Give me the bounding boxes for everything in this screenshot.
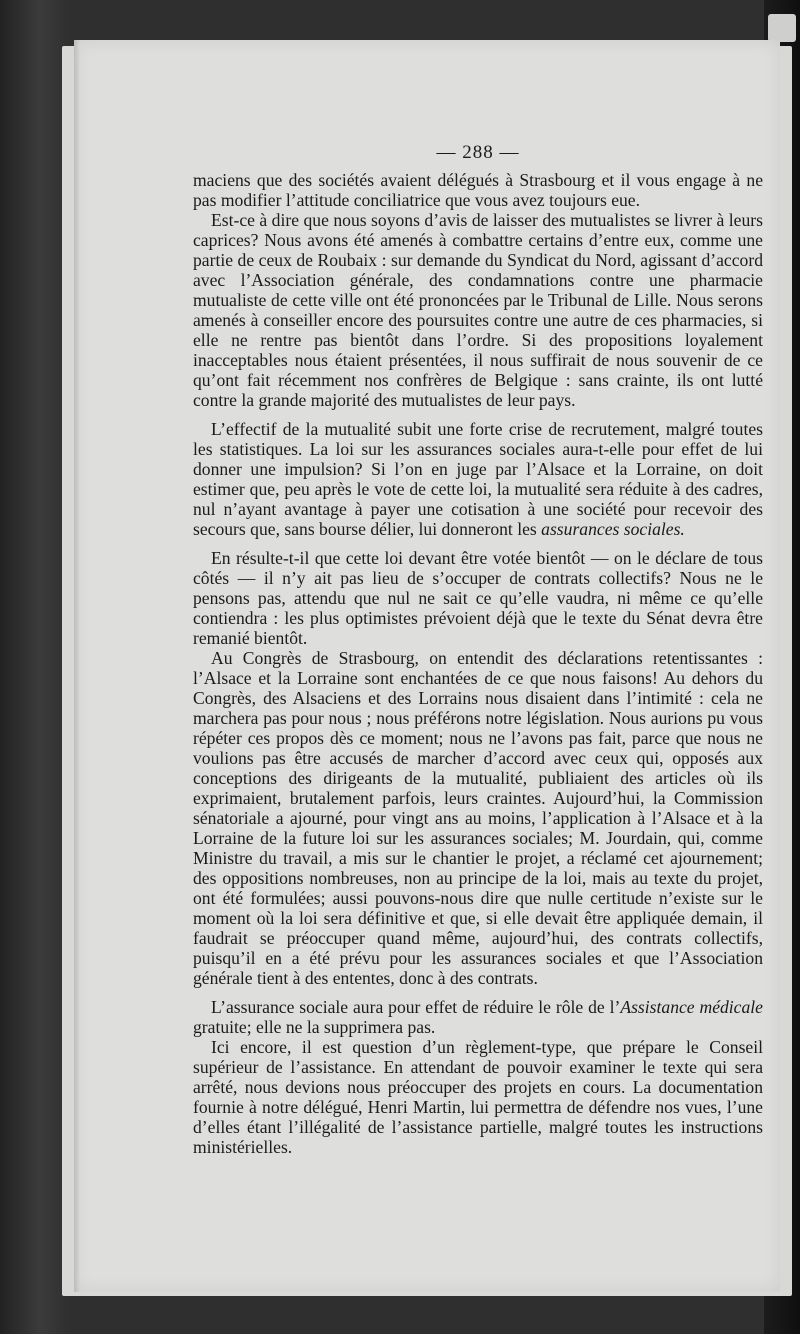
- paragraph-text-end: gratuite; elle ne la supprimera pas.: [193, 1017, 436, 1037]
- paragraph-text: L’effectif de la mutualité subit une forte crise de recrutement, malgré toutes les statistiques. La loi sur les assurances sociales aura-t-elle pour effet de lui donner une impulsion? Si l’on en juge par l’Alsace et la Lorraine, on doit estimer que, peu après le vote de cette loi, la mutualité sera réduite à des cadres, nul n’ayant avantage à payer une cotisation à une société pour recevoir des secours que, sans bourse délier, lui donneront les: [193, 419, 763, 539]
- paragraph: [193, 548, 763, 648]
- paragraph: [193, 210, 763, 410]
- italic-text: Assistance médicale: [620, 997, 763, 1017]
- paragraph-list: [193, 170, 763, 1157]
- paragraph: [193, 1037, 763, 1157]
- paragraph-text: Au Congrès de Strasbourg, on entendit des déclarations retentissantes : l’Alsace et la Lorraine sont enchantées de ce que nous faisons! Au dehors du Congrès, des Alsaciens et des Lorrains nous disaient dans l’intimité : cela ne marchera pas pour nous ; nous préférons notre législation. Nous aurions pu vous répéter ces propos dès ce moment; nous ne l’avons pas fait, parce que nous ne voulions pas être accusés de marcher d’accord avec ceux qui, opposés aux conceptions des dirigeants de la mutualité, publiaient des articles où ils exprimaient, brutalement parfois, leurs craintes. Aujourd’hui, la Commission sénatoriale a ajourné, pour vingt ans au moins, l’application à l’Alsace et à la Lorraine de la future loi sur les assurances sociales; M. Jourdain, qui, comme Ministre du travail, a mis sur le chantier le projet, a réclamé cet ajournement; des oppositions nombreuses, non au principe de la loi, mais au texte du projet, ont été formulées; aussi pouvons-nous dire que nulle certitude n’existe sur le moment où la loi sera définitive et que, si elle devait être appliquée demain, il faudrait se préoccuper quand même, aujourd’hui, des contrats collectifs, puisqu’il en a été prévu pour les assurances sociales et que l’Association générale tient à des ententes, donc à des contrats.: [193, 648, 763, 988]
- paragraph-text: L’assurance sociale aura pour effet de réduire le rôle de l’: [211, 997, 621, 1017]
- paragraph: [193, 997, 763, 1037]
- page-number: — 288 —: [436, 142, 520, 163]
- paragraph: [193, 648, 763, 988]
- paragraph: [193, 419, 763, 539]
- paragraph-text: maciens que des sociétés avaient délégués à Strasbourg et il vous engage à ne pas modifier l’attitude conciliatrice que vous avez toujours eue.: [193, 170, 763, 210]
- page-corner-tab: [768, 14, 796, 42]
- page-fold: [74, 40, 80, 1292]
- paragraph-text: En résulte-t-il que cette loi devant être votée bientôt — on le déclare de tous côtés — il n’y ait pas lieu de s’occuper de contrats collectifs? Nous ne le pensons pas, attendu que nul ne sait ce qu’elle vaudra, ni même ce qu’elle contiendra : les plus optimistes prévoient déjà que le texte du Sénat devra être remanié bientôt.: [193, 548, 763, 648]
- paragraph-text: Est-ce à dire que nous soyons d’avis de laisser des mutualistes se livrer à leurs caprices? Nous avons été amenés à combattre certains d’entre eux, comme une partie de ceux de Roubaix : sur demande du Syndicat du Nord, agissant d’accord avec l’Association générale, des condamnations contre une pharmacie mutualiste de cette ville ont été prononcées par le Tribunal de Lille. Nous serons amenés à conseiller encore des poursuites contre une autre de ces pharmacies, si elle ne rentre pas bientôt dans l’ordre. Si des propositions loyalement inacceptables nous étaient présentées, il nous suffirait de nous souvenir de ce qu’ont fait récemment nos confrères de Belgique : sans crainte, ils ont lutté contre la grande majorité des mutualistes de leur pays.: [193, 210, 763, 410]
- paragraph: [193, 170, 763, 210]
- paragraph-text: Ici encore, il est question d’un règlement-type, que prépare le Conseil supérieur de l’assistance. En attendant de pouvoir examiner le texte qui sera arrêté, nous devions nous préoccuper des projets en cours. La documentation fournie à notre délégué, Henri Martin, lui permettra de défendre nos vues, l’une d’elles étant l’illégalité de l’assistance partielle, malgré toutes les instructions ministérielles.: [193, 1037, 763, 1157]
- italic-text: assurances sociales.: [541, 519, 685, 539]
- page-content: [193, 142, 763, 1157]
